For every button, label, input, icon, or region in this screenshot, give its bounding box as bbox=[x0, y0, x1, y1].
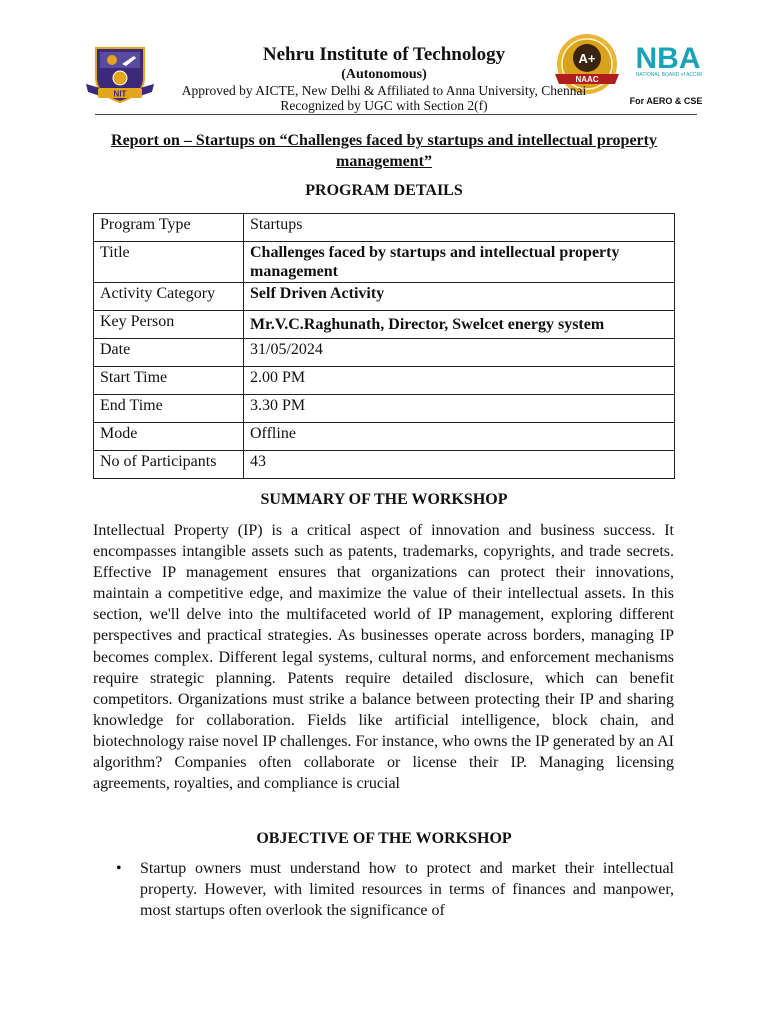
autonomous-label: (Autonomous) bbox=[341, 67, 427, 82]
table-row bbox=[94, 283, 675, 311]
table-row bbox=[94, 423, 675, 451]
row-label: Key Person bbox=[94, 311, 244, 339]
program-details-table bbox=[93, 213, 675, 479]
approval-line: Approved by AICTE, New Delhi & Affiliated to Anna University, Chennai bbox=[181, 83, 587, 98]
table-row bbox=[94, 367, 675, 395]
row-value: 31/05/2024 bbox=[244, 339, 675, 367]
row-label: End Time bbox=[94, 395, 244, 423]
table-row bbox=[94, 339, 675, 367]
report-subject: Startups on “Challenges faced by startups and intellectual property management” bbox=[195, 132, 657, 170]
naac-grade: A+ bbox=[578, 51, 596, 66]
institute-name: Nehru Institute of Technology bbox=[262, 44, 506, 65]
row-value: 43 bbox=[244, 451, 675, 479]
row-label: Title bbox=[94, 242, 244, 283]
nba-subtext: NATIONAL BOARD of ACCR bbox=[635, 72, 701, 78]
program-details-heading: PROGRAM DETAILS bbox=[305, 182, 463, 199]
recognition-line: Recognized by UGC with Section 2(f) bbox=[280, 98, 488, 113]
table-row bbox=[94, 311, 675, 339]
nba-text: NBA bbox=[635, 42, 701, 75]
row-label: Mode bbox=[94, 423, 244, 451]
row-value: Challenges faced by startups and intellectual property management bbox=[244, 242, 675, 283]
row-label: No of Participants bbox=[94, 451, 244, 479]
summary-text: Intellectual Property (IP) is a critical aspect of innovation and business success. It encompasses intangible assets such as patents, trademarks, copyrights, and trade secrets. Effective IP management ensures that organizations can protect their innovations, maintain a competitive edge, and maximize the value of their intellectual assets. In this section, we'll delve into the multifaceted world of IP management, exploring different perspectives and practical strategies. As businesses operate across borders, managing IP becomes complex. Different legal systems, cultural norms, and enforcement mechanisms require strategic planning. Patents require detailed disclosure, which can benefit competitors. Organizations must strike a balance between protecting their IP and sharing knowledge for collaboration. Fields like artificial intelligence, block chain, and biotechnology raise novel IP challenges. For instance, who owns the IP generated by an AI algorithm? Companies often collaborate or license their IP. Managing licensing agreements, royalties, and compliance is crucial bbox=[93, 522, 674, 793]
objective-item: Startup owners must understand how to protect and market their intellectual property. However, with limited resources in terms of finances and manpower, most startups often overlook the significance of bbox=[140, 860, 674, 919]
nba-for: For AERO & CSE bbox=[629, 96, 703, 106]
header-divider bbox=[95, 114, 697, 115]
table-row bbox=[94, 395, 675, 423]
row-label: Program Type bbox=[94, 214, 244, 242]
objective-heading: OBJECTIVE OF THE WORKSHOP bbox=[256, 830, 512, 847]
row-value: Self Driven Activity bbox=[244, 283, 675, 311]
row-label: Activity Category bbox=[94, 283, 244, 311]
table-row bbox=[94, 242, 675, 283]
row-label: Date bbox=[94, 339, 244, 367]
nit-logo-text: NIT bbox=[113, 89, 127, 99]
table-row bbox=[94, 214, 675, 242]
row-value: Startups bbox=[244, 214, 675, 242]
row-value: Mr.V.C.Raghunath, Director, Swelcet energy system bbox=[244, 311, 675, 339]
report-prefix: Report on – bbox=[111, 132, 192, 149]
row-value: Offline bbox=[244, 423, 675, 451]
row-value: 2.00 PM bbox=[244, 367, 675, 395]
row-label: Start Time bbox=[94, 367, 244, 395]
naac-text: NAAC bbox=[575, 75, 599, 84]
summary-heading: SUMMARY OF THE WORKSHOP bbox=[260, 491, 508, 508]
bullet-marker: • bbox=[116, 860, 122, 877]
table-row bbox=[94, 451, 675, 479]
row-value: 3.30 PM bbox=[244, 395, 675, 423]
report-title bbox=[100, 130, 668, 172]
